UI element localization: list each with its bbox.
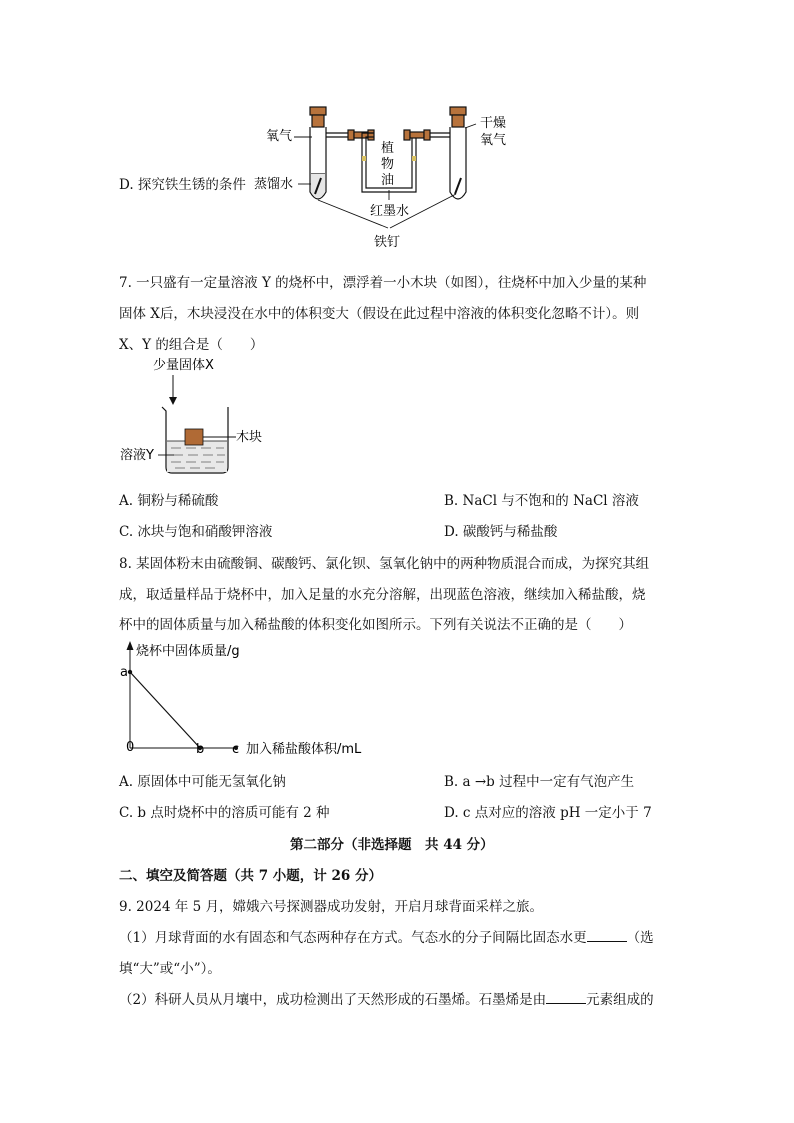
label-veg-oil-2: 物 — [381, 157, 395, 172]
q7-stem-line-1: 7. 一只盛有一定量溶液 Y 的烧杯中，漂浮着一小木块（如图），往烧杯中加入少量的某种 — [119, 275, 647, 291]
q8-option-b: B. a →b 过程中一定有气泡产生 — [444, 774, 635, 790]
right-test-tube — [450, 107, 466, 199]
q7-option-b: B. NaCl 与不饱和的 NaCl 溶液 — [444, 493, 639, 509]
q6-option-d: D. 探究铁生锈的条件 — [119, 177, 246, 193]
label-solution-y: 溶液Y — [120, 448, 154, 463]
graph-label-origin: 0 — [126, 740, 135, 755]
graph-ylabel: 烧杯中固体质量/g — [136, 644, 240, 659]
answer-blank-2[interactable] — [546, 989, 586, 1004]
q9-sub2-text-a: （2）科研人员从月壤中，成功检测出了天然形成的石墨烯。石墨烯是由 — [119, 992, 547, 1008]
label-iron-nail: 铁钉 — [374, 235, 401, 250]
left-test-tube — [310, 107, 326, 199]
label-red-ink: 红墨水 — [370, 204, 410, 219]
graph-label-b: b — [196, 742, 205, 757]
section-title: 二、填空及简答题（共 7 小题，计 26 分） — [119, 868, 382, 884]
q8-stem-line-3: 杯中的固体质量与加入稀盐酸的体积变化如图所示。下列有关说法不正确的是（ ） — [119, 617, 632, 633]
q9-sub2-line-1 — [119, 988, 654, 1008]
q7-stem-line-3: X、Y 的组合是（ ） — [119, 337, 264, 353]
graph-label-c: c — [232, 742, 240, 757]
label-veg-oil-1: 植 — [381, 141, 395, 156]
q7-option-c: C. 冰块与饱和硝酸钾溶液 — [119, 524, 273, 540]
q9-sub2-text-b: 元素组成的 — [586, 992, 654, 1008]
label-dry-2: 氧气 — [480, 133, 507, 148]
q7-option-d: D. 碳酸钙与稀盐酸 — [444, 524, 558, 540]
q9-sub1-line-2: 填“大”或“小”）。 — [119, 961, 221, 977]
point-a — [128, 670, 132, 674]
beaker-diagram — [118, 355, 278, 480]
label-distilled-water: 蒸馏水 — [254, 177, 294, 192]
q8-option-d: D. c 点对应的溶液 pH 一定小于 7 — [444, 805, 652, 821]
wood-block — [185, 429, 203, 445]
label-wood-block: 木块 — [236, 430, 263, 445]
label-oxygen: 氧气 — [266, 129, 293, 144]
q9-stem: 9. 2024 年 5 月，嫦娥六号探测器成功发射，开启月球背面采样之旅。 — [119, 899, 543, 915]
q8-option-c: C. b 点时烧杯中的溶质可能有 2 种 — [119, 805, 330, 821]
q8-option-a: A. 原固体中可能无氢氧化钠 — [119, 774, 286, 790]
label-veg-oil-3: 油 — [381, 173, 395, 188]
graph-line-ab — [130, 672, 200, 748]
graph-label-a: a — [120, 665, 128, 680]
q7-stem-line-2: 固体 X后，木块浸没在水中的体积变大（假设在此过程中溶液的体积变化忽略不计）。则 — [119, 306, 640, 322]
q9-sub1-text-a: （1）月球背面的水有固态和气态两种存在方式。气态水的分子间隔比固态水更 — [119, 930, 587, 946]
rust-experiment-diagram — [250, 100, 540, 255]
graph-xlabel: 加入稀盐酸体积/mL — [246, 742, 362, 757]
q9-sub1-text-b: （选 — [626, 930, 654, 946]
q9-sub1-line-1 — [119, 926, 654, 946]
part-two-title: 第二部分（非选择题 共 44 分） — [290, 837, 494, 853]
q8-stem-line-1: 8. 某固体粉末由硫酸铜、碳酸钙、氯化钡、氢氧化钠中的两种物质混合而成，为探究其组 — [119, 556, 650, 572]
answer-blank-1[interactable] — [587, 927, 627, 942]
q7-option-a: A. 铜粉与稀硫酸 — [119, 493, 219, 509]
solid-mass-graph — [118, 638, 378, 763]
q8-stem-line-2: 成，取适量样品于烧杯中，加入足量的水充分溶解，出现蓝色溶液，继续加入稀盐酸，烧 — [119, 587, 646, 603]
label-dry-1: 干燥 — [480, 116, 507, 131]
label-solid-x: 少量固体X — [153, 358, 214, 373]
